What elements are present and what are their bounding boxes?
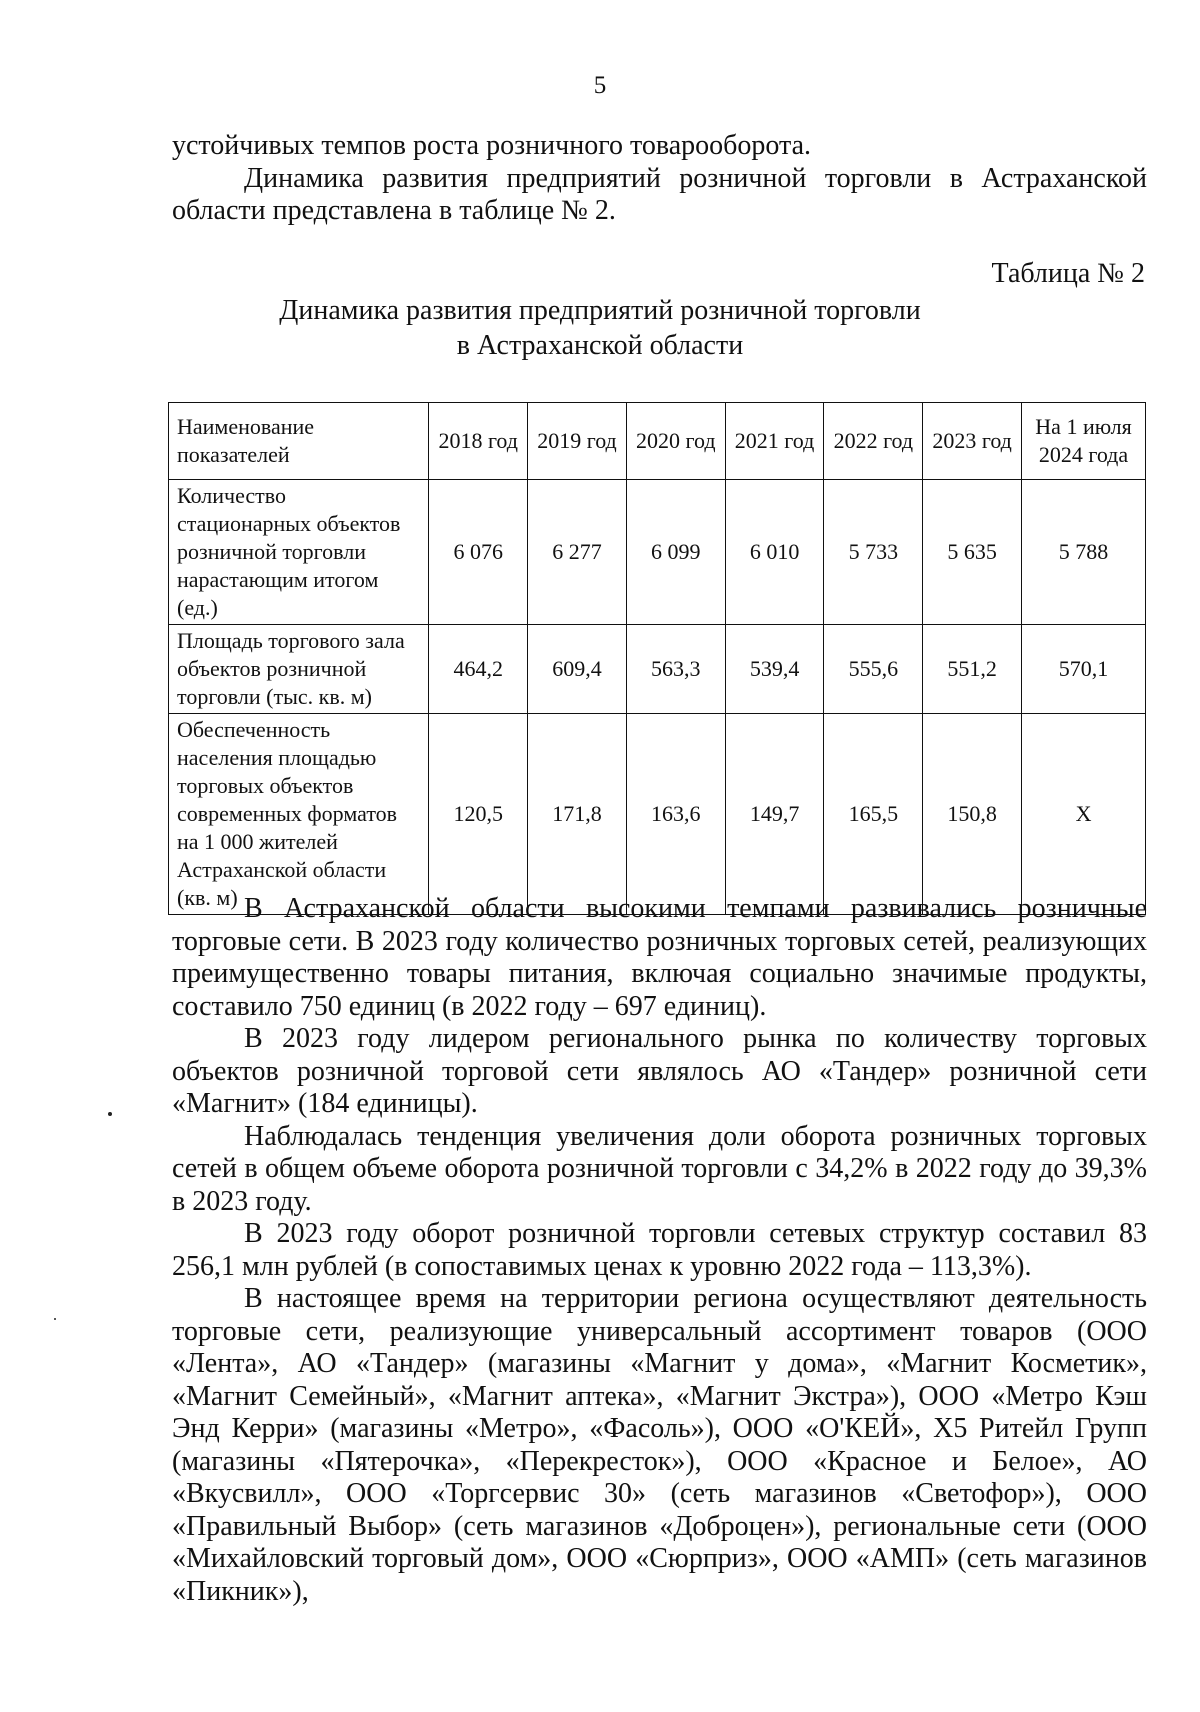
row-label: Количество стационарных объектов розничной торговли нарастающим итогом (ед.) xyxy=(169,480,429,625)
cell-value: 165,5 xyxy=(824,714,923,915)
body-paragraph: В 2023 году лидером регионального рынка по количеству торговых объектов розничной торговой сети являлось АО «Тандер» розничной сети «Магнит» (184 единицы). xyxy=(172,1023,1147,1119)
body-paragraph: Наблюдалась тенденция увеличения доли оборота розничных торговых сетей в общем объеме оборота розничной торговли с 34,2% в 2022 году до 39,3% в 2023 году. xyxy=(172,1120,1147,1217)
table-title-line-1: Динамика развития предприятий розничной торговли xyxy=(279,295,921,326)
header-july-2024: На 1 июля 2024 года xyxy=(1022,403,1146,480)
cell-value: 120,5 xyxy=(429,714,528,915)
table-row xyxy=(169,714,1146,915)
intro-text xyxy=(172,130,1147,228)
row-label: Площадь торгового зала объектов розничной торговли (тыс. кв. м) xyxy=(169,625,429,714)
page-number: 5 xyxy=(593,72,607,99)
row-label: Обеспеченность населения площадью торговых объектов современных форматов на 1 000 жителей Астраханской области (кв. м) xyxy=(169,714,429,915)
cell-value: 6 076 xyxy=(429,480,528,625)
table-header-row xyxy=(169,403,1146,480)
cell-value: 555,6 xyxy=(824,625,923,714)
margin-dot xyxy=(54,1318,56,1320)
body-paragraph: В 2023 году оборот розничной торговли сетевых структур составил 83 256,1 млн рублей (в сопоставимых ценах к уровню 2022 года – 113,3%). xyxy=(172,1218,1147,1282)
table-row xyxy=(169,480,1146,625)
table-title xyxy=(0,293,1200,363)
cell-value: 464,2 xyxy=(429,625,528,714)
body-paragraph: В Астраханской области высокими темпами развивались розничные торговые сети. В 2023 году количество розничных торговых сетей, реализующих преимущественно товары питания, включая социально значимые продукты, составило 750 единиц (в 2022 году – 697 единиц). xyxy=(172,893,1147,1022)
header-2019: 2019 год xyxy=(528,403,627,480)
table-row xyxy=(169,625,1146,714)
body-paragraph: В настоящее время на территории региона осуществляют деятельность торговые сети, реализующие универсальный ассортимент товаров (ООО «Лента», АО «Тандер» (магазины «Магнит у дома», «Магнит Косметик», «Магнит Семейный», «Магнит аптека», «Магнит Экстра»), ООО «Метро Кэш Энд Керри» (магазины «Метро», «Фасоль»), ООО «О'КЕЙ», Х5 Ритейл Групп (магазины «Пятерочка», «Перекресток»), ООО «Красное и Белое», АО «Вкусвилл», ООО «Торгсервис 30» (сеть магазинов «Светофор»), ООО «Правильный Выбор» (сеть магазинов «Доброцен»), региональные сети (ООО «Михайловский торговый дом», ООО «Сюрприз», ООО «АМП» (сеть магазинов «Пикник»), xyxy=(172,1283,1147,1607)
cell-value: 563,3 xyxy=(626,625,725,714)
header-2021: 2021 год xyxy=(725,403,824,480)
cell-value: 149,7 xyxy=(725,714,824,915)
cell-value: 150,8 xyxy=(923,714,1022,915)
retail-dynamics-table xyxy=(168,402,1146,915)
header-2018: 2018 год xyxy=(429,403,528,480)
intro-line: устойчивых темпов роста розничного товарооборота. xyxy=(172,130,812,161)
cell-value: 570,1 xyxy=(1022,625,1146,714)
cell-value: 6 010 xyxy=(725,480,824,625)
cell-value: 5 733 xyxy=(824,480,923,625)
cell-value: 6 099 xyxy=(626,480,725,625)
cell-value: 6 277 xyxy=(528,480,627,625)
body-text xyxy=(172,893,1147,1608)
header-2022: 2022 год xyxy=(824,403,923,480)
header-2020: 2020 год xyxy=(626,403,725,480)
cell-value: 551,2 xyxy=(923,625,1022,714)
intro-paragraph: Динамика развития предприятий розничной торговли в Астраханской области представлена в таблице № 2. xyxy=(172,162,1147,226)
margin-dot xyxy=(108,1112,112,1116)
cell-value: 5 635 xyxy=(923,480,1022,625)
table-title-line-2: в Астраханской области xyxy=(456,330,744,361)
header-2023: 2023 год xyxy=(923,403,1022,480)
cell-value: 5 788 xyxy=(1022,480,1146,625)
header-indicator: Наименование показателей xyxy=(169,403,429,480)
table-label: Таблица № 2 xyxy=(991,258,1145,289)
cell-value: 609,4 xyxy=(528,625,627,714)
cell-value: 163,6 xyxy=(626,714,725,915)
cell-value: 171,8 xyxy=(528,714,627,915)
cell-value: Х xyxy=(1022,714,1146,915)
cell-value: 539,4 xyxy=(725,625,824,714)
